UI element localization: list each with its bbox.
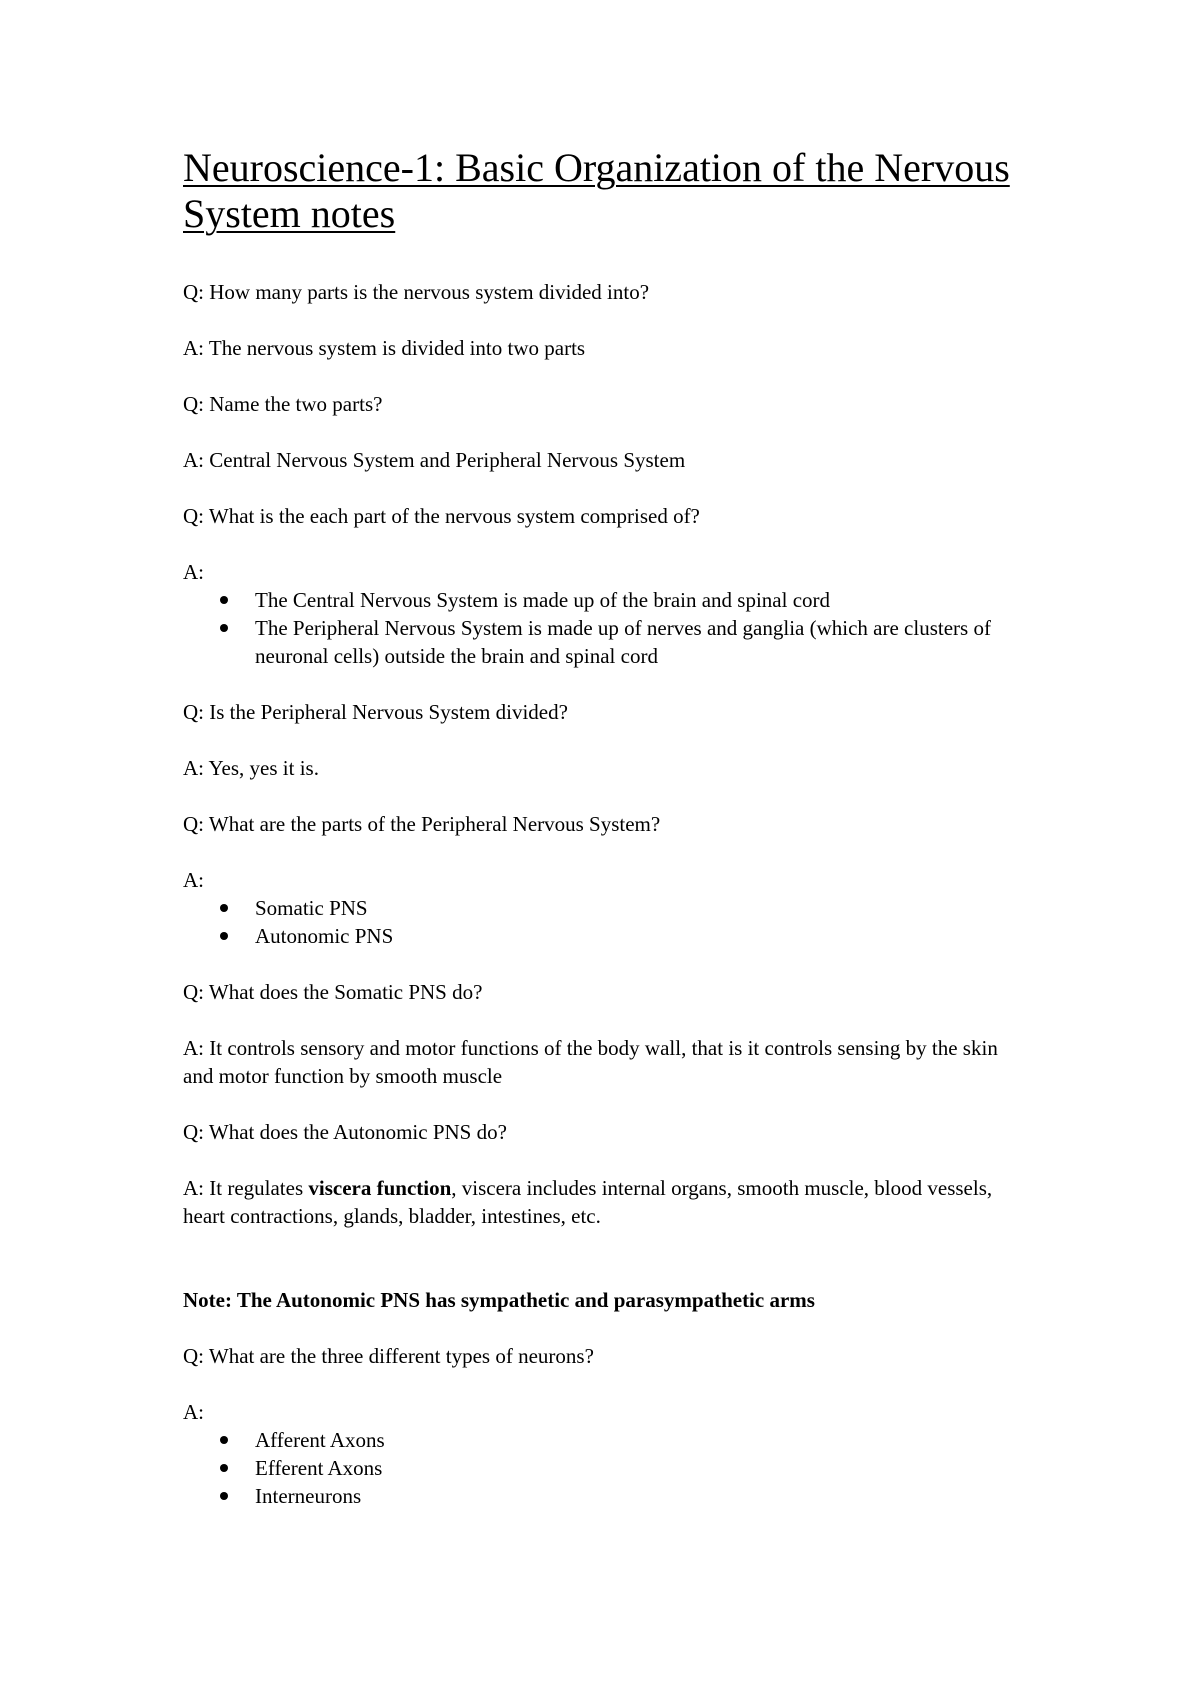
answer-3-label: A: — [183, 560, 204, 584]
answer-7-bold-term: viscera function — [308, 1176, 452, 1200]
list-item-text: Somatic PNS — [255, 896, 368, 920]
bullet-icon — [220, 932, 228, 940]
document-title: Neuroscience-1: Basic Organization of the Nervous System notes — [183, 145, 1010, 236]
list-item — [255, 586, 1033, 614]
list-item-text: Afferent Axons — [255, 1428, 385, 1452]
list-item — [255, 1482, 1033, 1510]
answer-8-list — [183, 1426, 1033, 1510]
question-3: Q: What is the each part of the nervous system comprised of? — [183, 504, 700, 528]
bullet-icon — [220, 624, 228, 632]
bullet-icon — [220, 596, 228, 604]
answer-8-label: A: — [183, 1400, 204, 1424]
answer-7-prefix: A: It regulates — [183, 1176, 309, 1200]
list-item — [255, 1426, 1033, 1454]
question-7: Q: What does the Autonomic PNS do? — [183, 1120, 507, 1144]
answer-7-suffix: , viscera includes internal organs, smooth muscle, blood vessels, heart contractions, glands, bladder, intestines, etc. — [183, 1176, 993, 1228]
question-8: Q: What are the three different types of neurons? — [183, 1344, 594, 1368]
list-item-text: Autonomic PNS — [255, 924, 394, 948]
list-item — [255, 922, 1033, 950]
answer-1: A: The nervous system is divided into two parts — [183, 336, 586, 360]
note: Note: The Autonomic PNS has sympathetic and parasympathetic arms — [183, 1288, 815, 1312]
list-item-text: The Central Nervous System is made up of the brain and spinal cord — [255, 588, 831, 612]
document-page — [183, 145, 1033, 1538]
list-item — [255, 1454, 1033, 1482]
question-2: Q: Name the two parts? — [183, 392, 383, 416]
answer-3-list — [183, 586, 1033, 670]
answer-4: A: Yes, yes it is. — [183, 756, 319, 780]
list-item-text: The Peripheral Nervous System is made up of nerves and ganglia (which are clusters of neuronal cells) outside the brain and spinal cord — [255, 616, 991, 668]
answer-2: A: Central Nervous System and Peripheral Nervous System — [183, 448, 686, 472]
answer-7 — [183, 1174, 1033, 1230]
answer-6: A: It controls sensory and motor functions of the body wall, that is it controls sensing by the skin and motor function by smooth muscle — [183, 1036, 998, 1088]
bullet-icon — [220, 904, 228, 912]
list-item-text: Interneurons — [255, 1484, 362, 1508]
bullet-icon — [220, 1464, 228, 1472]
list-item — [255, 614, 1033, 670]
question-5: Q: What are the parts of the Peripheral Nervous System? — [183, 812, 661, 836]
bullet-icon — [220, 1492, 228, 1500]
answer-5-list — [183, 894, 1033, 950]
list-item — [255, 894, 1033, 922]
list-item-text: Efferent Axons — [255, 1456, 383, 1480]
question-4: Q: Is the Peripheral Nervous System divided? — [183, 700, 568, 724]
bullet-icon — [220, 1436, 228, 1444]
question-1: Q: How many parts is the nervous system divided into? — [183, 280, 650, 304]
question-6: Q: What does the Somatic PNS do? — [183, 980, 483, 1004]
answer-5-label: A: — [183, 868, 204, 892]
